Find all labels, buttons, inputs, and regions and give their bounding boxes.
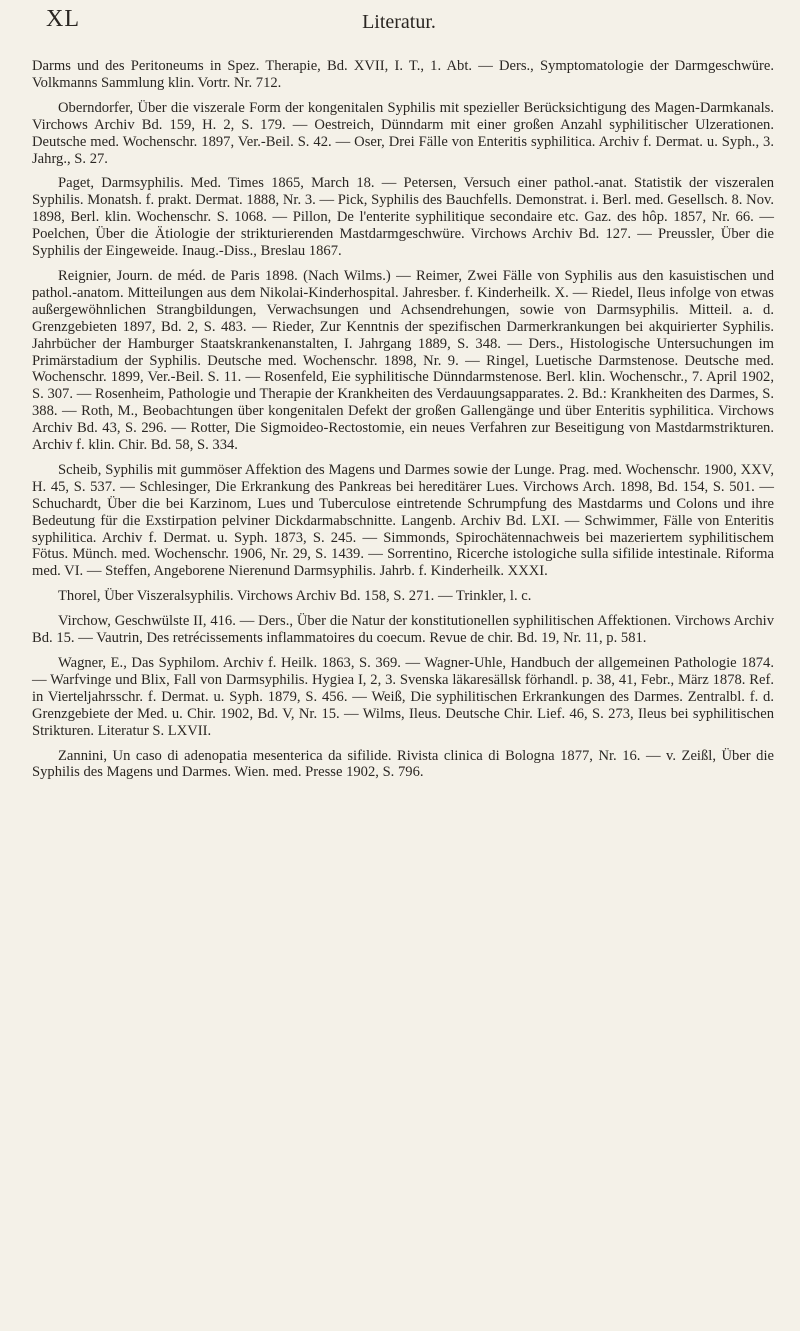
- bibliography-entry: Thorel, Über Viszeralsyphilis. Virchows Archiv Bd. 158, S. 271. — Trinkler, l. c.: [58, 588, 532, 605]
- bibliography-entry: Darms und des Peritoneums in Spez. Therapie, Bd. XVII, I. T., 1. Abt. — Ders., Symptomatologie der Darmgeschwüre. Volkmanns Sammlung klin. Vortr. Nr. 712.: [32, 58, 774, 91]
- page-header: [24, 0, 774, 58]
- bibliography-entry: Virchow, Geschwülste II, 416. — Ders., Über die Natur der konstitutionellen syphilitischen Affektionen. Virchows Archiv Bd. 15. — Vautrin, Des retrécissements inflammatoires du coecum. Revue de chir. Bd. 19, Nr. 11, p. 581.: [32, 613, 774, 647]
- bibliography-entry: Paget, Darmsyphilis. Med. Times 1865, March 18. — Petersen, Versuch einer pathol.-anat. Statistik der viszeralen Syphilis. Monatsh. f. prakt. Dermat. 1888, Nr. 3. — Pick, Syphilis des Bauchfells. Demonstrat. i. Berl. med. Gesellsch. 8. Nov. 1898, Berl. klin. Wochenschr. S. 1068. — Pillon, De l'enterite syphilitique secondaire etc. Gaz. des hôp. 1857, Nr. 66. — Poelchen, Über die Ätiologie der strikturierenden Mastdarmgeschwüre. Virchows Archiv Bd. 127. — Preussler, Über die Syphilis der Eingeweide. Inaug.-Diss., Breslau 1867.: [32, 175, 774, 260]
- bibliography-entry: Scheib, Syphilis mit gummöser Affektion des Magens und Darmes sowie der Lunge. Prag. med. Wochenschr. 1900, XXV, H. 45, S. 537. — Schlesinger, Die Erkrankung des Pankreas bei hereditärer Lues. Virchows Arch. 1898, Bd. 154, S. 501. — Schuchardt, Über die bei Karzinom, Lues und Tuberculose eintretende Schrumpfung des Mastdarms und Colons und ihre Bedeutung für die Exstirpation pelviner Dickdarmabschnitte. Langenb. Archiv Bd. LXI. — Schwimmer, Fälle von Enteritis syphilitica. Archiv f. Dermat. u. Syph. 1873, S. 245. — Simmonds, Spirochätennachweis bei mazeriertem syphilitischem Fötus. Münch. med. Wochenschr. 1906, Nr. 29, S. 1439. — Sorrentino, Ricerche istologiche sulla sifilide intestinale. Riforma med. VI. — Steffen, Angeborene Nierenund Darmsyphilis. Jahrb. f. Kinderheilk. XXXI.: [32, 461, 774, 580]
- page-number: XL: [46, 6, 80, 32]
- bibliography-entry: Zannini, Un caso di adenopatia mesenterica da sifilide. Rivista clinica di Bologna 1877, Nr. 16. — v. Zeißl, Über die Syphilis des Magens und Darmes. Wien. med. Presse 1902, S. 796.: [32, 747, 774, 781]
- running-title: Literatur.: [362, 11, 436, 33]
- bibliography-body: [24, 58, 774, 781]
- bibliography-entry: Reignier, Journ. de méd. de Paris 1898. (Nach Wilms.) — Reimer, Zwei Fälle von Syphilis aus den kasuistischen und pathol.-anatom. Mitteilungen aus dem Nikolai-Kinderhospital. Jahresber. f. Kinderheilk. X. — Riedel, Ileus infolge von etwas außergewöhnlichen Strangbildungen, Verwachsungen und Achsendrehungen, sowie von Darmsyphilis. Mitteil. a. d. Grenzgebieten 1897, Bd. 2, S. 483. — Rieder, Zur Kenntnis der spezifischen Darmerkrankungen bei akquirierter Syphilis. Jahrbücher der Hamburger Staatskrankenanstalten, I. Jahrgang 1889, S. 348. — Ders., Histologische Untersuchungen im Primärstadium der Syphilis. Deutsche med. Wochenschr. 1898, Nr. 9. — Ringel, Luetische Darmstenose. Deutsche med. Wochenschr. 1899, Ver.-Beil. S. 11. — Rosenfeld, Eie syphilitische Dünndarmstenose. Berl. klin. Wochenschr., 7. April 1902, S. 307. — Rosenheim, Pathologie und Therapie der Krankheiten des Verdauungsapparates. 2. Bd.: Krankheiten des Darmes, S. 388. — Roth, M., Beobachtungen über kongenitalen Defekt der großen Gallengänge und über Enteritis syphilitica. Virchows Archiv Bd. 43, S. 296. — Rotter, Die Sigmoideo-Rectostomie, ein neues Verfahren zur Beseitigung von Mastdarmstrikturen. Archiv f. klin. Chir. Bd. 58, S. 334.: [32, 267, 774, 454]
- bibliography-entry: Oberndorfer, Über die viszerale Form der kongenitalen Syphilis mit spezieller Berücksichtigung des Magen-Darmkanals. Virchows Archiv Bd. 159, H. 2, S. 179. — Oestreich, Dünndarm mit einer großen Anzahl syphilitischer Ulzerationen. Deutsche med. Wochenschr. 1897, Ver.-Beil. S. 42. — Oser, Drei Fälle von Enteritis syphilitica. Archiv f. Dermat. u. Syph., 3. Jahrg., S. 27.: [32, 99, 774, 167]
- bibliography-entry: Wagner, E., Das Syphilom. Archiv f. Heilk. 1863, S. 369. — Wagner-Uhle, Handbuch der allgemeinen Pathologie 1874. — Warfvinge und Blix, Fall von Darmsyphilis. Hygiea I, 2, 3. Svenska läkaresällsk förhandl. p. 38, 41, Febr., März 1878. Ref. in Vierteljahrsschr. f. Dermat. u. Syph. 1879, S. 456. — Weiß, Die syphilitischen Erkrankungen des Darmes. Zentralbl. f. d. Grenzgebiete der Med. u. Chir. 1902, Bd. V, Nr. 15. — Wilms, Ileus. Deutsche Chir. Lief. 46, S. 273, Ileus bei syphilitischen Strikturen. Literatur S. LXVII.: [32, 655, 774, 739]
